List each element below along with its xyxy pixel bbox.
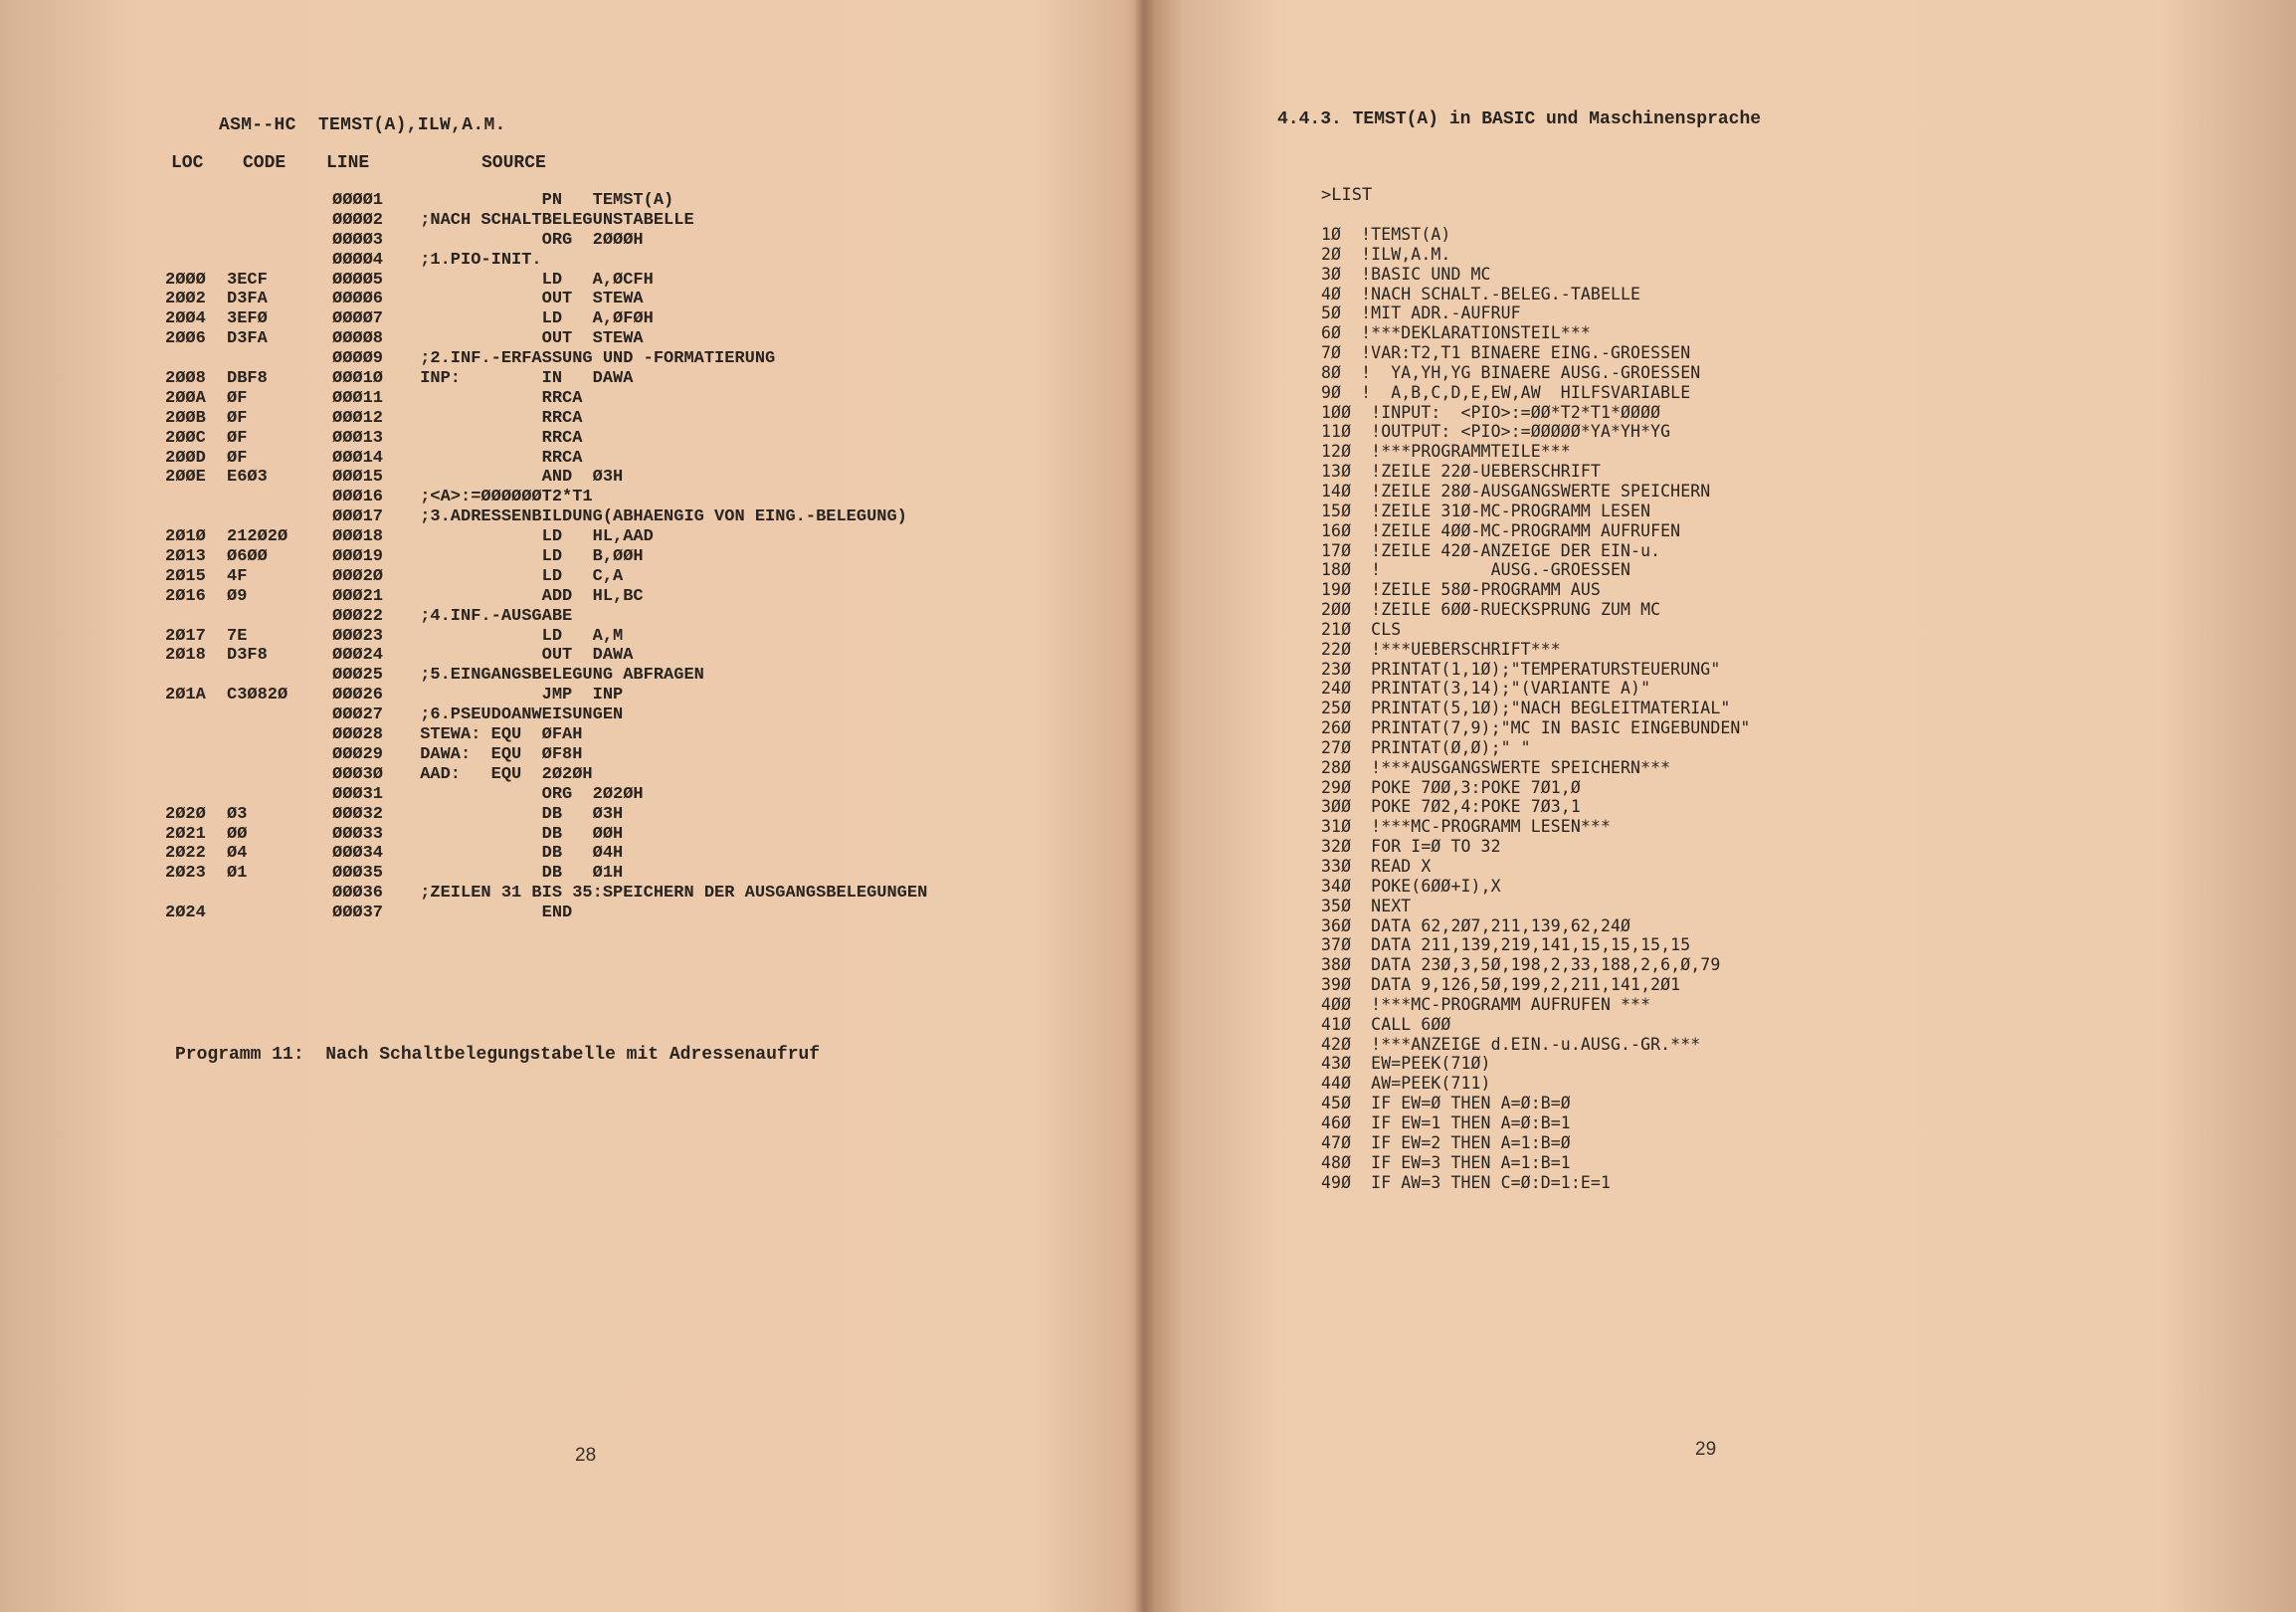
cell-line: ØØØ33 [332,824,384,844]
header-source: SOURCE [481,153,546,173]
cell-loc: 2ØØ2 [165,290,206,309]
cell-line: ØØØ32 [332,804,384,824]
cell-source: LD C,A [410,566,624,586]
table-row [165,488,1060,507]
cell-line: ØØØ13 [332,428,384,448]
code-line: 35Ø NEXT [1321,896,1412,915]
code-line: 9Ø ! A,B,C,D,E,EW,AW HILFSVARIABLE [1321,382,1691,402]
table-row [165,329,1060,349]
list-command-block [1321,185,1372,205]
cell-source: RRCA [410,388,583,408]
cell-code: Ø4 [227,844,248,864]
cell-code: DBF8 [227,369,268,389]
cell-loc: 2Ø2Ø [165,804,206,824]
code-line: 42Ø !***ANZEIGE d.EIN.-u.AUSG.-GR.*** [1321,1034,1701,1054]
code-line: 46Ø IF EW=1 THEN A=Ø:B=1 [1321,1112,1571,1132]
code-line: 1Ø !TEMST(A) [1321,225,1451,244]
cell-line: ØØØØ5 [332,270,384,290]
cell-source: ;1.PIO-INIT. [410,250,542,270]
cell-source: ORG 2Ø2ØH [410,784,644,804]
cell-source: INP: IN DAWA [410,369,634,389]
table-row [165,449,1060,469]
cell-code: D3FA [227,329,268,349]
code-line: 7Ø !VAR:T2,T1 BINAERE EING.-GROESSEN [1321,343,1691,363]
code-line: 31Ø !***MC-PROGRAMM LESEN*** [1321,817,1611,837]
cell-loc: 2ØØE [165,468,206,488]
cell-line: ØØØ34 [332,844,384,864]
cell-code: E6Ø3 [227,468,268,488]
code-line: 27Ø PRINTAT(Ø,Ø);" " [1321,737,1531,757]
cell-line: ØØØ35 [332,864,384,884]
code-line: 19Ø !ZEILE 58Ø-PROGRAMM AUS [1321,580,1601,600]
cell-source: PN TEMST(A) [410,191,674,210]
cell-line: ØØØ17 [332,507,384,527]
table-row [165,429,1060,449]
cell-line: ØØØØ8 [332,329,384,349]
code-line: 37Ø DATA 211,139,219,141,15,15,15,15 [1321,935,1691,955]
table-row [165,745,1060,765]
cell-code: Ø1 [227,864,248,884]
cell-loc: 2Ø23 [165,864,206,884]
page-number-left: 28 [575,1445,597,1466]
code-line: 32Ø FOR I=Ø TO 32 [1321,837,1501,857]
cell-source: LD A,ØCFH [410,270,654,290]
cell-source: AND Ø3H [410,468,624,488]
code-line: 13Ø !ZEILE 22Ø-UEBERSCHRIFT [1321,462,1601,482]
cell-line: ØØØ15 [332,468,384,488]
cell-code: Ø3 [227,804,248,824]
cell-line: ØØØ27 [332,705,384,725]
cell-code: ØF [227,388,248,408]
cell-code: C3Ø82Ø [227,686,288,705]
table-row [165,785,1060,805]
cell-loc: 2Ø1A [165,686,206,705]
cell-line: ØØØ18 [332,527,384,547]
cell-source: ;4.INF.-AUSGABE [410,606,573,626]
cell-source: END [410,904,573,923]
cell-source: ;NACH SCHALTBELEGUNSTABELLE [410,210,694,230]
cell-source: ORG 2ØØØH [410,230,644,250]
cell-source: LD B,ØØH [410,547,644,567]
table-row [165,567,1060,587]
cell-loc: 2Ø24 [165,904,206,923]
cell-line: ØØØ2Ø [332,566,384,586]
code-line: 41Ø CALL 6ØØ [1321,1014,1451,1034]
table-row [165,409,1060,429]
cell-loc: 2ØØ4 [165,309,206,329]
code-line: 43Ø EW=PEEK(71Ø) [1321,1054,1491,1074]
cell-line: ØØØ1Ø [332,369,384,389]
cell-source: ;<A>:=ØØØØØØT2*T1 [410,488,593,507]
cell-line: ØØØ19 [332,547,384,567]
cell-source: DAWA: EQU ØF8H [410,744,583,764]
cell-line: ØØØ3Ø [332,764,384,784]
table-row [165,844,1060,864]
cell-source: ADD HL,BC [410,586,644,606]
table-row [165,369,1060,389]
table-row [165,290,1060,309]
table-row [165,666,1060,686]
table-row [165,191,1060,211]
code-line: 44Ø AW=PEEK(711) [1321,1074,1491,1094]
cell-code: D3FA [227,290,268,309]
code-line: 38Ø DATA 23Ø,3,5Ø,198,2,33,188,2,6,Ø,79 [1321,955,1721,975]
code-line: 17Ø !ZEILE 42Ø-ANZEIGE DER EIN-u. [1321,540,1661,560]
table-row [165,349,1060,369]
table-row [165,309,1060,329]
cell-loc: 2Ø17 [165,626,206,646]
cell-code: 3ECF [227,270,268,290]
cell-line: ØØØ26 [332,686,384,705]
cell-source: STEWA: EQU ØFAH [410,725,583,745]
cell-loc: 2ØØC [165,428,206,448]
table-row [165,864,1060,884]
code-line: 47Ø IF EW=2 THEN A=1:B=Ø [1321,1132,1571,1152]
code-line: 3Ø !BASIC UND MC [1321,264,1491,284]
cell-line: ØØØ28 [332,725,384,745]
cell-source: DB Ø3H [410,804,624,824]
code-line: 49Ø IF AW=3 THEN C=Ø:D=1:E=1 [1321,1172,1611,1192]
code-line: 15Ø !ZEILE 31Ø-MC-PROGRAMM LESEN [1321,501,1651,520]
cell-source: RRCA [410,448,583,468]
cell-code: D3F8 [227,646,268,666]
code-line: 12Ø !***PROGRAMMTEILE*** [1321,442,1571,462]
cell-loc: 2Ø21 [165,824,206,844]
code-line: 39Ø DATA 9,126,5Ø,199,2,211,141,2Ø1 [1321,975,1681,995]
code-line: 23Ø PRINTAT(1,1Ø);"TEMPERATURSTEUERUNG" [1321,659,1721,679]
table-row [165,507,1060,527]
cell-source: LD A,ØFØH [410,309,654,329]
table-row [165,904,1060,923]
cell-loc: 2ØØA [165,388,206,408]
code-line: 33Ø READ X [1321,857,1432,876]
cell-source: LD A,M [410,626,624,646]
code-line: 18Ø ! AUSG.-GROESSEN [1321,560,1631,580]
cell-line: ØØØ31 [332,784,384,804]
table-row [165,527,1060,547]
table-row [165,805,1060,825]
code-line: 25Ø PRINTAT(5,1Ø);"NACH BEGLEITMATERIAL" [1321,699,1731,718]
cell-line: ØØØ21 [332,586,384,606]
code-line: 16Ø !ZEILE 4ØØ-MC-PROGRAMM AUFRUFEN [1321,520,1681,540]
table-row [165,587,1060,607]
cell-code: ØF [227,448,248,468]
assembler-listing [165,191,1060,923]
cell-source: RRCA [410,408,583,428]
cell-loc: 2Ø15 [165,566,206,586]
table-row [165,211,1060,231]
cell-source: ;3.ADRESSENBILDUNG(ABHAENGIG VON EING.-BELEGUNG) [410,507,907,527]
header-loc: LOC [171,153,204,173]
table-row [165,468,1060,488]
assembler-column-headers [171,153,867,179]
cell-line: ØØØ24 [332,646,384,666]
code-line: 14Ø !ZEILE 28Ø-AUSGANGSWERTE SPEICHERN [1321,481,1711,501]
code-line: 1ØØ !INPUT: <PIO>:=ØØ*T2*T1*ØØØØ [1321,402,1661,422]
cell-loc: 2Ø16 [165,586,206,606]
cell-loc: 2Ø22 [165,844,206,864]
cell-code: 7E [227,626,248,646]
code-line: 4ØØ !***MC-PROGRAMM AUFRUFEN *** [1321,994,1651,1014]
code-line: 36Ø DATA 62,2Ø7,211,139,62,24Ø [1321,915,1631,935]
cell-code: 212Ø2Ø [227,527,288,547]
cell-loc: 2ØØD [165,448,206,468]
code-line: 34Ø POKE(6ØØ+I),X [1321,876,1501,896]
cell-source: OUT STEWA [410,290,644,309]
cell-loc: 2ØØ6 [165,329,206,349]
cell-code: 3EFØ [227,309,268,329]
cell-line: ØØØ14 [332,448,384,468]
header-code: CODE [243,153,287,173]
cell-line: ØØØØ1 [332,191,384,210]
cell-line: ØØØØ2 [332,210,384,230]
cell-line: ØØØ25 [332,666,384,686]
cell-source: DB Ø1H [410,864,624,884]
cell-source: JMP INP [410,686,624,705]
cell-loc: 2ØØ8 [165,369,206,389]
cell-source: OUT DAWA [410,646,634,666]
table-row [165,607,1060,627]
table-row [165,627,1060,647]
cell-loc: 2Ø13 [165,547,206,567]
code-line: 11Ø !OUTPUT: <PIO>:=ØØØØØ*YA*YH*YG [1321,422,1671,442]
cell-line: ØØØ16 [332,488,384,507]
header-line: LINE [326,153,370,173]
table-row [165,231,1060,251]
cell-line: ØØØ23 [332,626,384,646]
cell-source: OUT STEWA [410,329,644,349]
table-row [165,271,1060,291]
cell-source: RRCA [410,428,583,448]
code-line: 2ØØ !ZEILE 6ØØ-RUECKSPRUNG ZUM MC [1321,600,1661,620]
left-page [0,0,1142,1612]
cell-line: ØØØ22 [332,606,384,626]
cell-code: ØF [227,408,248,428]
cell-loc: 2ØØB [165,408,206,428]
code-line: 21Ø CLS [1321,619,1402,639]
cell-line: ØØØ29 [332,744,384,764]
cell-code: Ø6ØØ [227,547,268,567]
table-row [165,765,1060,785]
cell-code: 4F [227,566,248,586]
code-line: 3ØØ POKE 7Ø2,4:POKE 7Ø3,1 [1321,797,1581,817]
code-line: 4Ø !NACH SCHALT.-BELEG.-TABELLE [1321,284,1641,303]
list-command: >LIST [1321,185,1373,205]
cell-line: ØØØØ9 [332,349,384,369]
assembler-title: ASM--HC TEMST(A),ILW,A.M. [219,115,506,135]
code-line: 48Ø IF EW=3 THEN A=1:B=1 [1321,1152,1571,1172]
code-line: 24Ø PRINTAT(3,14);"(VARIANTE A)" [1321,679,1651,699]
table-row [165,646,1060,666]
table-row [165,389,1060,409]
cell-source: ;ZEILEN 31 BIS 35:SPEICHERN DER AUSGANGSBELEGUNGEN [410,884,928,904]
table-row [165,686,1060,705]
table-row [165,251,1060,271]
code-line: 26Ø PRINTAT(7,9);"MC IN BASIC EINGEBUNDEN" [1321,718,1751,738]
cell-code: ØF [227,428,248,448]
cell-source: AAD: EQU 2Ø2ØH [410,764,593,784]
table-row [165,547,1060,567]
program-caption: Programm 11: Nach Schaltbelegungstabelle mit Adressenaufruf [175,1045,821,1065]
cell-line: ØØØØ3 [332,230,384,250]
table-row [165,705,1060,725]
cell-source: LD HL,AAD [410,527,654,547]
cell-line: ØØØ36 [332,884,384,904]
right-page [1146,0,2296,1612]
code-line: 45Ø IF EW=Ø THEN A=Ø:B=Ø [1321,1094,1571,1113]
code-line: 2Ø !ILW,A.M. [1321,244,1451,264]
cell-source: ;5.EINGANGSBELEGUNG ABFRAGEN [410,666,704,686]
cell-line: ØØØ12 [332,408,384,428]
page-number-right: 29 [1695,1439,1717,1460]
cell-line: ØØØØ7 [332,309,384,329]
code-line: 5Ø !MIT ADR.-AUFRUF [1321,303,1521,323]
cell-loc: 2ØØØ [165,270,206,290]
cell-source: DB Ø4H [410,844,624,864]
cell-loc: 2Ø1Ø [165,527,206,547]
cell-loc: 2Ø18 [165,646,206,666]
table-row [165,884,1060,904]
code-line: 28Ø !***AUSGANGSWERTE SPEICHERN*** [1321,757,1671,777]
table-row [165,725,1060,745]
cell-line: ØØØØ6 [332,290,384,309]
cell-line: ØØØØ4 [332,250,384,270]
code-line: 6Ø !***DEKLARATIONSTEIL*** [1321,323,1591,343]
cell-source: DB ØØH [410,824,624,844]
cell-line: ØØØ11 [332,388,384,408]
code-line: 22Ø !***UEBERSCHRIFT*** [1321,639,1561,659]
cell-source: ;2.INF.-ERFASSUNG UND -FORMATIERUNG [410,349,776,369]
cell-code: ØØ [227,824,248,844]
code-line: 29Ø POKE 7ØØ,3:POKE 7Ø1,Ø [1321,777,1581,797]
cell-source: ;6.PSEUDOANWEISUNGEN [410,705,624,725]
cell-line: ØØØ37 [332,904,384,923]
table-row [165,825,1060,845]
cell-code: Ø9 [227,586,248,606]
section-title: 4.4.3. TEMST(A) in BASIC und Maschinensprache [1277,109,1762,129]
code-line: 8Ø ! YA,YH,YG BINAERE AUSG.-GROESSEN [1321,362,1701,382]
basic-listing [1321,225,2017,1192]
